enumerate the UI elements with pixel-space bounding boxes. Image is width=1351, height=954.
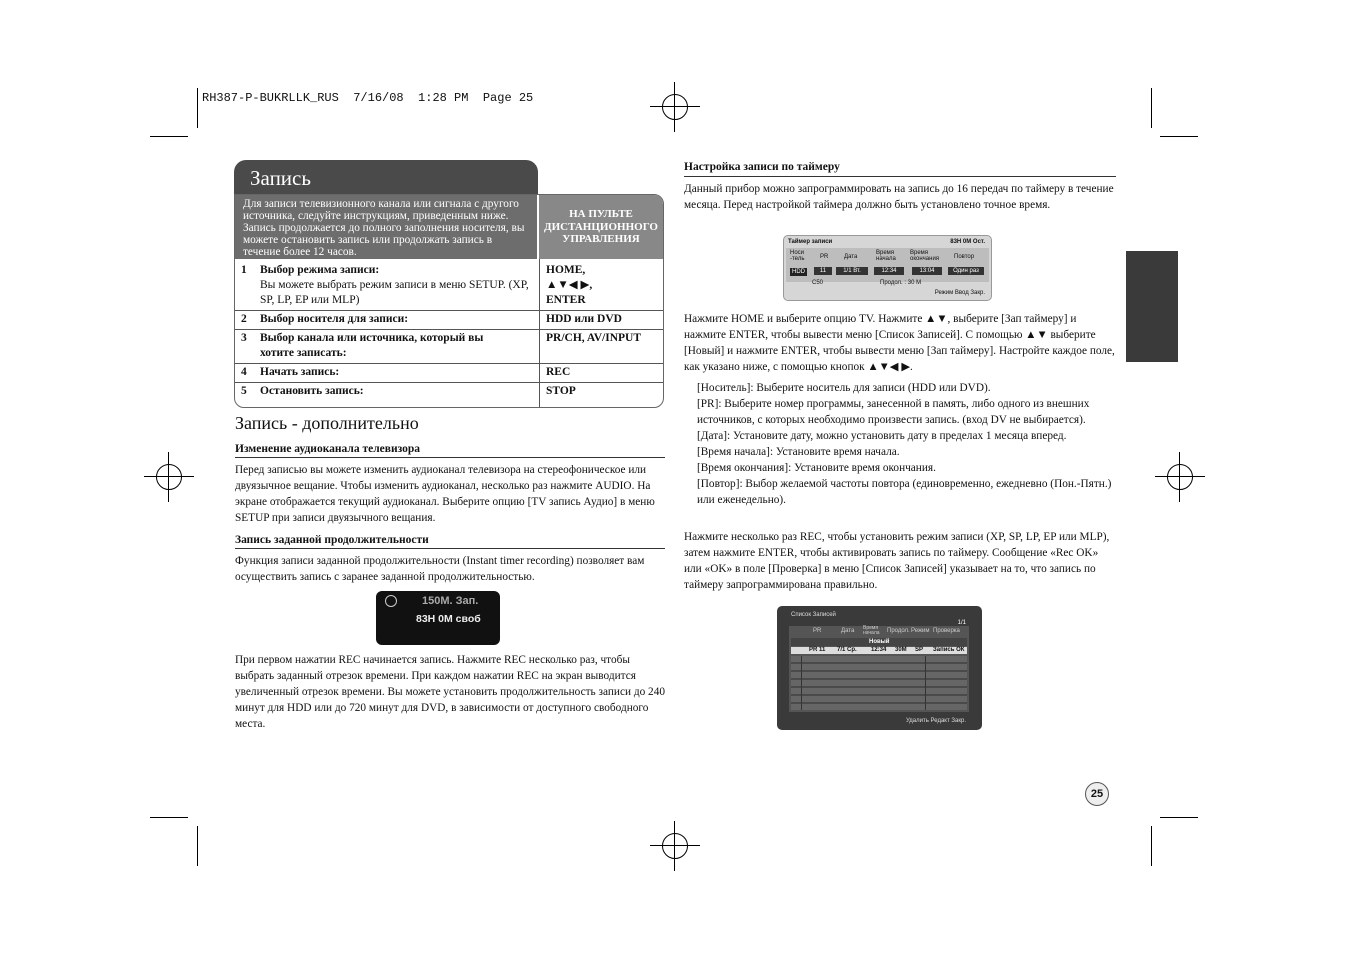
field-list [697, 380, 1117, 508]
paragraph: Нажмите несколько раз REC, чтобы установить режим записи (XP, SP, LP, EP или MLP), затем нажмите ENTER, чтобы активировать запись по таймеру. Сообщение «Rec OK» или «OK» в поле [Проверка] в меню [Список Записей] указывает на то, что запись по таймеру запрограммирована правильно. [684, 531, 1110, 591]
list-cell: 30М [895, 647, 907, 653]
section-title: Запись - дополнительно [235, 413, 419, 433]
step-number: 4 [241, 366, 247, 378]
list-col-header: Время начала [863, 625, 880, 636]
crop-mark [1151, 88, 1152, 128]
list-cell: SP [915, 647, 924, 653]
timer-sub-duration: Продол. : 30 М [880, 280, 922, 286]
crop-mark [1151, 826, 1152, 866]
field-item: [Носитель]: Выберите носитель для записи (HDD или DVD). [697, 382, 991, 394]
paragraph: Нажмите HOME и выберите опцию TV. Нажмите ▲▼, выберите [Зап таймеру] и нажмите ENTER, чтобы вывести меню [Список Записей]. С помощью ▲▼ выберите [Новый] и нажмите ENTER, чтобы вывести меню [Зап таймеру]. Настройте каждое поле, как указано ниже, с помощью кнопок ▲▼◀ ▶. [684, 313, 1115, 373]
osd-duration: 150М. Зап. [422, 595, 479, 607]
list-screen-title: Список Записей [791, 612, 836, 618]
registration-mark-icon [150, 458, 188, 496]
box-title: Запись [250, 166, 311, 190]
list-footer: Удалить Редакт Закр. [905, 718, 966, 724]
list-screen-page: 1/1 [957, 620, 966, 626]
timer-field: HDD [792, 269, 805, 275]
paragraph: Функция записи заданной продолжительности (Instant timer recording) позволяет вам осуществить запись с заранее заданной продолжительностью. [235, 555, 645, 583]
step-remote: PR/CH, AV/INPUT [546, 332, 641, 344]
timer-field: 1/1 Вт. [836, 267, 868, 275]
step-title: Начать запись: [260, 366, 340, 378]
box-intro: Для записи телевизионного канала или сигнала с другого источника, следуйте инструкциям, приведенным ниже. Запись продолжается до полного заполнения носителя, вы можете остановить запись или продолжать запись в течение более 12 часов. [235, 195, 537, 259]
step-number: 5 [241, 385, 247, 397]
list-col-header: Проверка [933, 628, 960, 634]
step-row [235, 330, 663, 364]
timer-footer: Режим Ввод Закр. [934, 290, 985, 296]
list-col-header: PR [813, 628, 822, 634]
step-title: Выбор режима записи: [260, 264, 380, 276]
step-remote: ENTER [546, 294, 586, 306]
page-number-badge [1085, 782, 1109, 806]
step-number: 3 [241, 332, 247, 344]
list-new-entry: Новый [869, 639, 890, 645]
page-number: 25 [1090, 788, 1104, 800]
paragraph: Данный прибор можно запрограммировать на запись до 16 передач по таймеру в течение месяца. Перед настройкой таймера должно быть установлено точное время. [684, 183, 1114, 211]
subheading-rule [684, 176, 1116, 177]
step-remote: HDD или DVD [546, 313, 622, 325]
step-remote: ▲▼◀ ▶, [546, 279, 593, 291]
field-item: [Время начала]: Установите время начала. [697, 446, 900, 458]
subheading: Запись заданной продолжительности [235, 534, 665, 549]
record-list-screen [777, 606, 982, 730]
field-item: [Время окончания]: Установите время окончания. [697, 462, 936, 474]
print-header-line: RH387-P-BUKRLLK_RUS 7/16/08 1:28 PM Page 25 [202, 91, 534, 105]
timer-field: Один раз [948, 267, 984, 275]
crop-mark [150, 817, 188, 818]
timer-col-header: Повтор [954, 254, 975, 260]
field-item: [Дата]: Установите дату, можно установить дату в пределах 1 месяца вперед. [697, 430, 1067, 442]
box-body [234, 194, 664, 408]
timer-col-header: Время начала [876, 250, 896, 262]
subheading: Изменение аудиоканала телевизора [235, 443, 665, 458]
crop-mark [197, 826, 198, 866]
instant-timer-osd [376, 591, 500, 645]
box-title-bar [234, 160, 538, 196]
timer-field: 13:04 [912, 267, 942, 275]
crop-mark [197, 88, 198, 128]
recording-steps-box [234, 160, 664, 408]
timer-screen-title: Таймер записи [788, 239, 833, 245]
step-title: Выбор канала или источника, который вы хотите записать: [260, 332, 484, 359]
paragraph: Перед записью вы можете изменить аудиоканал телевизора на стереофоническое или двуязычное вещание. Чтобы изменить аудиоканал, несколько раз нажмите AUDIO. На экране отображается текущий аудиоканал. Выберите опцию [TV запись Аудио] в меню SETUP при записи двуязычного вещания. [235, 464, 655, 524]
step-row [235, 311, 663, 330]
clock-icon [385, 595, 397, 607]
list-cell: PR 11 [809, 647, 826, 653]
timer-sub-left: C50 [812, 280, 824, 286]
crop-mark [1160, 817, 1198, 818]
list-col-header: Дата [841, 628, 855, 634]
list-col-header: Режим [911, 628, 930, 634]
step-row [235, 383, 663, 407]
side-tab [1126, 251, 1178, 362]
list-empty-rows [791, 656, 967, 710]
step-number: 2 [241, 313, 247, 325]
step-desc: Вы можете выбрать режим записи в меню SETUP. (XP, SP, LP, EP или MLP) [260, 279, 529, 306]
step-row [235, 259, 663, 311]
timer-col-header: Носи -тель [790, 250, 805, 262]
timer-field: 12:34 [874, 267, 904, 275]
crop-mark [1160, 136, 1198, 137]
timer-col-header: PR [820, 254, 829, 260]
timer-screen-free: 83Н 0М Ост. [950, 239, 985, 245]
timer-col-header: Дата [844, 254, 858, 260]
subheading: Настройка записи по таймеру [684, 161, 840, 173]
step-remote: REC [546, 366, 571, 378]
step-row [235, 364, 663, 383]
field-item: [PR]: Выберите номер программы, занесенной в память, либо одного из внешних источников, с которых необходимо произвести запись. (вход DV не выбирается). [697, 398, 1090, 426]
list-cell: 12:34 [871, 647, 887, 653]
list-cell: Запись ОК [933, 647, 965, 653]
registration-mark-icon [1161, 458, 1199, 496]
registration-mark-icon [656, 827, 694, 865]
step-number: 1 [241, 264, 247, 276]
step-title: Выбор носителя для записи: [260, 313, 409, 325]
crop-mark [150, 136, 188, 137]
osd-free-space: 83Н 0М своб [416, 613, 481, 625]
list-cell: 7/1 Ср. [837, 647, 857, 653]
timer-col-header: Время окончания [910, 250, 940, 262]
step-remote: HOME, [546, 264, 586, 276]
step-title: Остановить запись: [260, 385, 364, 397]
field-item: [Повтор]: Выбор желаемой частоты повтора (единовременно, ежедневно (Пон.-Пятн.) или еженедельно). [697, 478, 1112, 506]
registration-mark-icon [656, 88, 694, 126]
list-col-header: Продол. [887, 628, 910, 634]
timer-field: 11 [814, 267, 832, 275]
step-remote: STOP [546, 385, 576, 397]
remote-header: НА ПУЛЬТЕ ДИСТАНЦИОННОГО УПРАВЛЕНИЯ [539, 195, 663, 259]
paragraph: При первом нажатии REC начинается запись. Нажмите REC несколько раз, чтобы выбрать заданный отрезок времени. При каждом нажатии REC на экран выводится увеличенный отрезок времени. Вы можете установить продолжительность записи до 240 минут для HDD или до 720 минут для DVD, в зависимости от доступного свободного места. [235, 654, 666, 730]
timer-record-screen [783, 235, 992, 301]
